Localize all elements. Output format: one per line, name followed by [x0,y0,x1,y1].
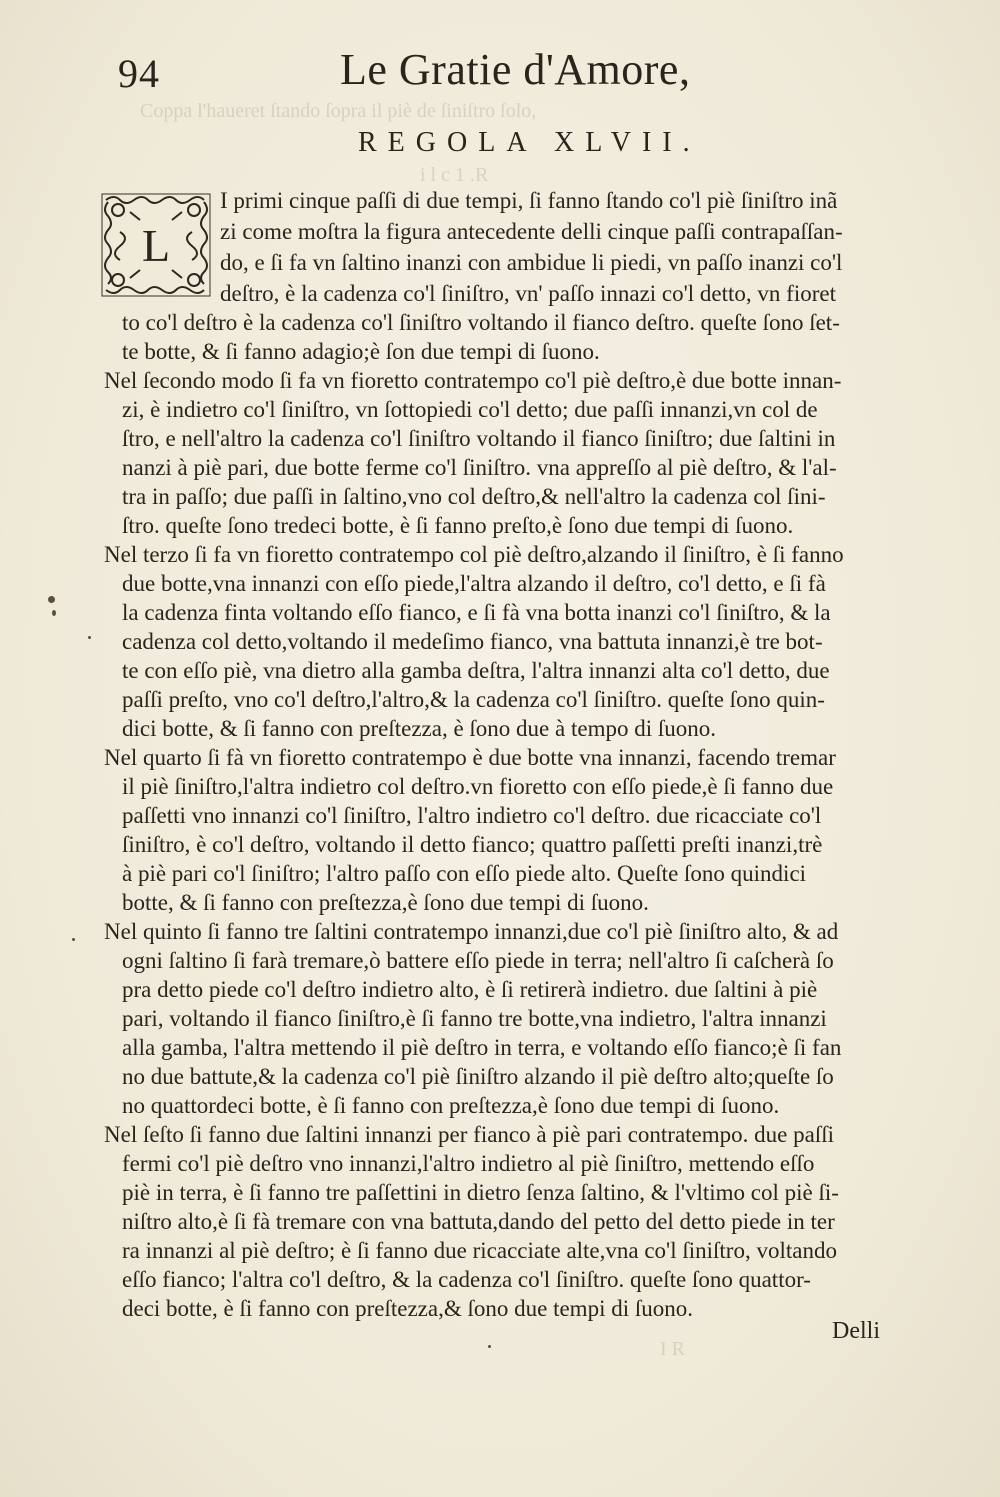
text-line: dici botte, & ſi fanno con preſtezza, è ſono due à tempo di ſuono. [122,716,716,741]
text-line: Nel terzo ſi fa vn fioretto contratempo col piè deſtro,alzando il ſiniſtro, è ſi fanno [104,542,844,567]
ink-speck [72,938,75,941]
text-line: zi, è indietro co'l ſiniſtro, vn ſottopiedi co'l detto; due paſſi innanzi,vn col de [122,397,818,422]
text-line: eſſo fianco; l'altra co'l deſtro, & la cadenza co'l ſiniſtro. queſte ſono quattor- [122,1267,811,1292]
text-line: pari, voltando il fianco ſiniſtro,è ſi fanno tre botte,vna indietro, l'altra innanzi [122,1006,827,1031]
catchword: Delli [832,1318,880,1344]
text-line: to co'l deſtro è la cadenza co'l ſiniſtro voltando il fianco deſtro. queſte ſono ſet- [122,310,840,335]
text-line: paſſetti vno innanzi co'l ſiniſtro, l'altro indietro co'l deſtro. due ricacciate co'l [122,803,822,828]
text-line: ſtro. queſte ſono tredeci botte, è ſi fanno preſto,è ſono due tempi di ſuono. [122,513,794,538]
text-line: il piè ſiniſtro,l'altra indietro col deſtro.vn fioretto con eſſo piede,è ſi fanno due [122,774,834,799]
ink-speck [88,636,91,639]
text-line: Nel ſecondo modo ſi fa vn fioretto contratempo co'l piè deſtro,è due botte innan- [104,368,842,393]
text-line: deſtro, è la cadenza co'l ſiniſtro, vn' paſſo innazi co'l detto, vn fioret [220,281,836,306]
text-line: Nel quinto ſi fanno tre ſaltini contratempo innanzi,due co'l piè ſiniſtro alto, & ad [104,919,839,944]
text-line: Nel quarto ſi fà vn fioretto contratempo è due botte vna innanzi, facendo tremar [104,745,836,770]
text-line: no quattordeci botte, è ſi fanno con preſtezza,è ſono due tempi di ſuono. [122,1093,780,1118]
section-heading: REGOLA XLVII. [358,127,701,158]
text-line: do, e ſi fa vn ſaltino inanzi con ambidue li piedi, vn paſſo inanzi co'l [220,250,843,275]
text-line: due botte,vna innanzi con eſſo piede,l'altra alzando il deſtro, co'l detto, e ſi fà [122,571,826,596]
bleed-through-text: I R [660,1338,685,1360]
text-line: tra in paſſo; due paſſi in ſaltino,vno col deſtro,& nell'altro la cadenza col ſini- [122,484,826,509]
text-line: deci botte, è ſi fanno con preſtezza,& ſono due tempi di ſuono. [122,1296,693,1321]
text-line: Nel ſeſto ſi fanno due ſaltini innanzi per fianco à piè pari contratempo. due paſſi [104,1122,834,1147]
text-line: botte, & ſi fanno con preſtezza,è ſono due tempi di ſuono. [122,890,649,915]
text-line: fermi co'l piè deſtro vno innanzi,l'altro indietro al piè ſiniſtro, mettendo eſſo [122,1151,815,1176]
text-line: ra innanzi al piè deſtro; è ſi fanno due ricacciate alte,vna co'l ſiniſtro, voltando [122,1238,837,1263]
text-line: la cadenza finta voltando eſſo fianco, e ſi fà vna botta inanzi co'l ſiniſtro, & la [122,600,831,625]
ornamental-initial [100,192,212,298]
text-line: ogni ſaltino ſi farà tremare,ò battere eſſo piede in terra; nell'altro ſi caſcherà ſo [122,948,834,973]
text-line: niſtro alto,è ſi fà tremare con vna battuta,dando del petto del detto piede in ter [122,1209,835,1234]
ink-speck [488,1345,491,1348]
text-line: te con eſſo piè, vna dietro alla gamba deſtra, l'altra innanzi alta co'l detto, due [122,658,830,683]
text-line: zi come moſtra la figura antecedente delli cinque paſſi contrapaſſan- [220,219,843,244]
ink-speck [52,610,56,616]
text-line: no due battute,& la cadenza co'l piè ſiniſtro alzando il piè deſtro alto;queſte ſo [122,1064,834,1089]
running-title: Le Gratie d'Amore, [340,45,691,94]
text-line: nanzi à piè pari, due botte ferme co'l ſiniſtro. vna appreſſo al piè deſtro, & l'al- [122,455,837,480]
text-line: piè in terra, è ſi fanno tre paſſettini in dietro ſenza ſaltino, & l'vltimo col piè ſi- [122,1180,839,1205]
bleed-through-text: Coppa l'haueret ſtando ſopra il piè de ſiniſtro ſolo, [140,100,537,122]
page-number: 94 [118,51,160,96]
bleed-through-text: i l c 1 .R [420,164,489,186]
text-line: pra detto piede co'l deſtro indietro alto, è ſi retirerà indietro. due ſaltini à piè [122,977,818,1002]
text-line: ſtro, e nell'altro la cadenza co'l ſiniſtro voltando il fianco ſiniſtro; due ſaltini in [122,426,836,451]
text-line: paſſi preſto, vno co'l deſtro,l'altro,& la cadenza co'l ſiniſtro. queſte ſono quin- [122,687,825,712]
ink-speck [48,596,55,603]
text-line: I primi cinque paſſi di due tempi, ſi fanno ſtando co'l piè ſiniſtro inã [220,188,838,213]
text-line: à piè pari co'l ſiniſtro; l'altro paſſo con eſſo piede alto. Queſte ſono quindici [122,861,807,886]
text-line: te botte, & ſi fanno adagio;è ſon due tempi di ſuono. [122,339,600,364]
text-line: cadenza col detto,voltando il medeſimo fianco, vna battuta innanzi,è tre bot- [122,629,823,654]
text-line: alla gamba, l'altra mettendo il piè deſtro in terra, e voltando eſſo fianco;è ſi fan [122,1035,842,1060]
text-line: ſiniſtro, è co'l deſtro, voltando il detto fianco; quattro paſſetti preſti inanzi,trè [122,832,823,857]
drop-cap-letter: L [141,219,171,271]
